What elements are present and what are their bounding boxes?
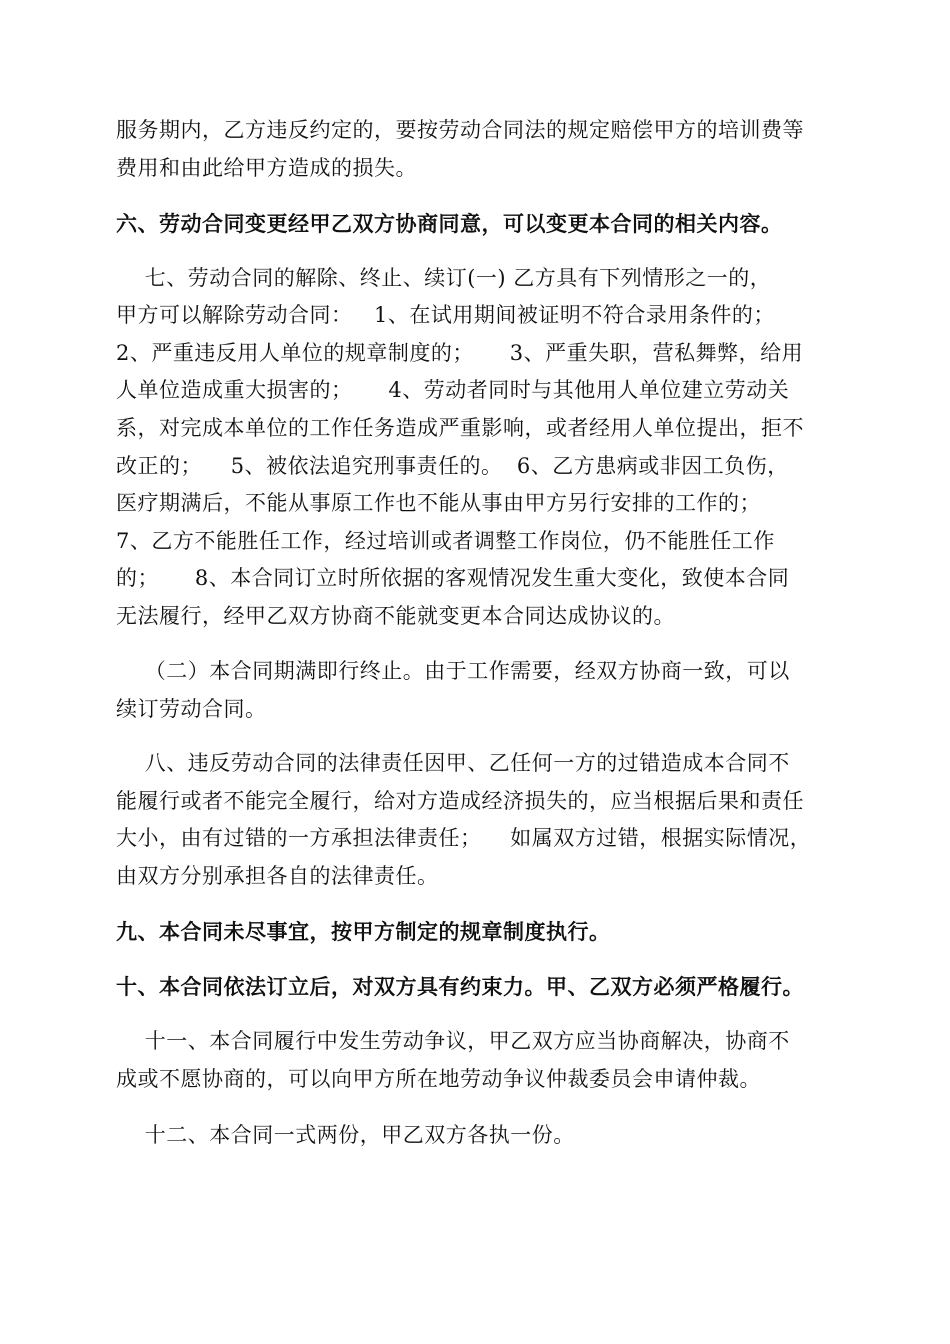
- text-line: 2、严重违反用人单位的规章制度的； 3、严重失职，营私舞弊，给用: [116, 341, 804, 365]
- text-line: 续订劳动合同。: [116, 697, 267, 721]
- text-line: 人单位造成重大损害的； 4、劳动者同时与其他用人单位建立劳动关: [116, 378, 790, 402]
- section-heading: 六、劳动合同变更经甲乙双方协商同意，可以变更本合同的相关内容。: [116, 212, 783, 236]
- text-line: 十一、本合同履行中发生劳动争议，甲乙双方应当协商解决，协商不: [116, 1029, 790, 1053]
- text-line: 甲方可以解除劳动合同： 1、在试用期间被证明不符合录用条件的；: [116, 303, 775, 327]
- text-line: 系，对完成本单位的工作任务造成严重影响，或者经用人单位提出，拒不: [116, 416, 804, 440]
- text-line: 服务期内，乙方违反约定的，要按劳动合同法的规定赔偿甲方的培训费等: [116, 118, 804, 142]
- text-line: 十二、本合同一式两份，甲乙双方各执一份。: [116, 1123, 575, 1147]
- text-line: 改正的； 5、被依法追究刑事责任的。 6、乙方患病或非因工负伤，: [116, 454, 789, 478]
- section-heading: 九、本合同未尽事宜，按甲方制定的规章制度执行。: [116, 920, 611, 944]
- text-line: 7、乙方不能胜任工作，经过培训或者调整工作岗位，仍不能胜任工作: [116, 529, 775, 553]
- text-line: 八、违反劳动合同的法律责任因甲、乙任何一方的过错造成本合同不: [116, 751, 790, 775]
- text-line: 的； 8、本合同订立时所依据的客观情况发生重大变化，致使本合同: [116, 566, 790, 590]
- text-line: 七、劳动合同的解除、终止、续订(一) 乙方具有下列情形之一的，: [116, 266, 772, 290]
- text-line: （二）本合同期满即行终止。由于工作需要，经双方协商一致，可以: [116, 659, 790, 683]
- text-line: 能履行或者不能完全履行，给对方造成经济损失的，应当根据后果和责任: [116, 789, 804, 813]
- text-line: 费用和由此给甲方造成的损失。: [116, 156, 417, 180]
- text-line: 由双方分别承担各自的法律责任。: [116, 864, 439, 888]
- section-heading: 十、本合同依法订立后，对双方具有约束力。甲、乙双方必须严格履行。: [116, 975, 804, 999]
- text-line: 医疗期满后，不能从事原工作也不能从事由甲方另行安排的工作的；: [116, 491, 761, 515]
- text-line: 无法履行，经甲乙双方协商不能就变更本合同达成协议的。: [116, 604, 675, 628]
- text-line: 大小，由有过错的一方承担法律责任； 如属双方过错，根据实际情况，: [116, 826, 812, 850]
- text-line: 成或不愿协商的，可以向甲方所在地劳动争议仲裁委员会申请仲裁。: [116, 1067, 761, 1091]
